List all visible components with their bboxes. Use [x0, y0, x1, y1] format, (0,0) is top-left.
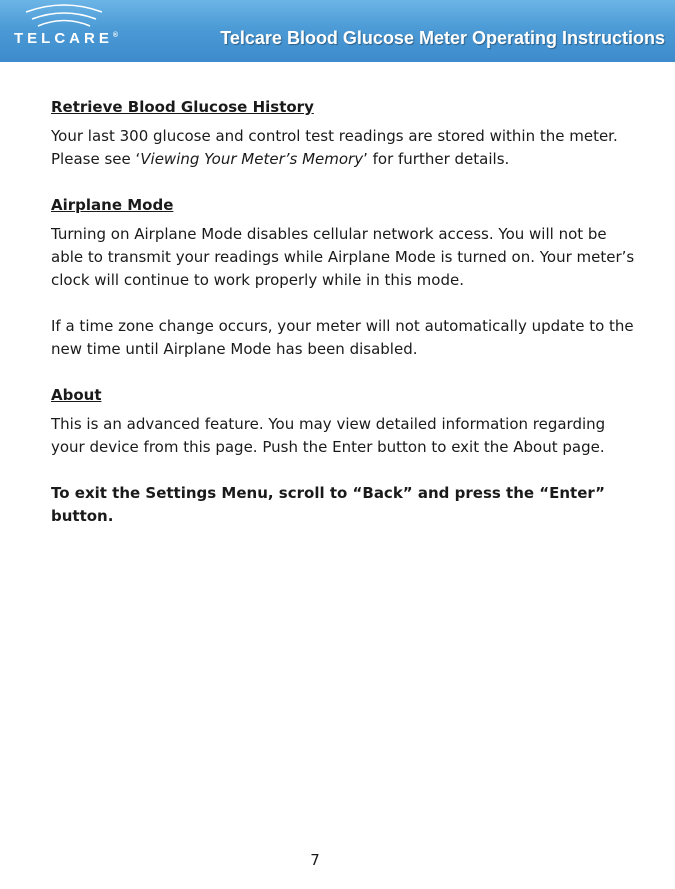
telcare-logo	[14, 0, 119, 62]
logo-wordmark: TELCARE®	[14, 30, 119, 47]
page-content	[51, 96, 641, 528]
page-number: 7	[310, 851, 320, 869]
memory-reference: Viewing Your Meter’s Memory	[140, 150, 364, 168]
document-title: Telcare Blood Glucose Meter Operating Instructions	[220, 28, 665, 48]
logo-arcs-icon	[22, 0, 106, 28]
section-history	[51, 96, 641, 171]
history-heading: Retrieve Blood Glucose History	[51, 98, 314, 116]
history-paragraph: Your last 300 glucose and control test readings are stored within the meter. Please see ‘Viewing Your Meter’s Memory’ for further details.	[51, 127, 618, 168]
page-header	[0, 0, 675, 62]
section-airplane	[51, 194, 641, 361]
section-about	[51, 384, 641, 459]
airplane-paragraph-2: If a time zone change occurs, your meter will not automatically update to the new time until Airplane Mode has been disabled.	[51, 317, 634, 358]
about-paragraph: This is an advanced feature. You may view detailed information regarding your device from this page. Push the Enter button to exit the About page.	[51, 415, 606, 456]
airplane-heading: Airplane Mode	[51, 196, 174, 214]
about-heading: About	[51, 386, 102, 404]
exit-instructions: To exit the Settings Menu, scroll to “Back” and press the “Enter” button.	[51, 484, 605, 525]
airplane-paragraph-1: Turning on Airplane Mode disables cellular network access. You will not be able to transmit your readings while Airplane Mode is turned on. Your meter’s clock will continue to work properly while in this mode.	[51, 225, 635, 289]
